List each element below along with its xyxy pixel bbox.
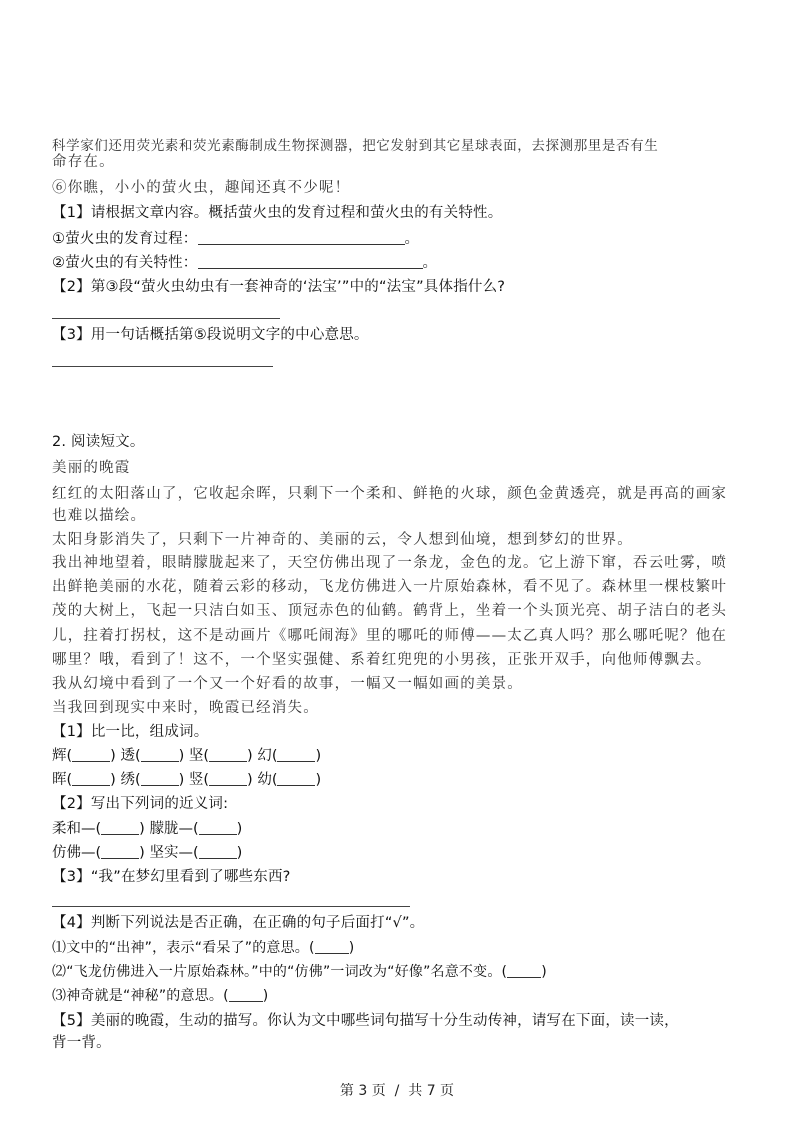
question-1-sub-1: ①萤火虫的发育过程： 。	[52, 231, 420, 247]
section-2-heading: 2. 阅读短文。	[52, 434, 145, 450]
passage-line: 也难以描绘。	[52, 508, 147, 524]
synonym-row: 仿佛—( ) 坚实—( )	[52, 845, 243, 861]
passage-line: 我从幻境中看到了一个又一个好看的故事，一幅又一幅如画的美景。	[52, 676, 523, 692]
answer-blank[interactable]	[101, 844, 139, 859]
synonym-row: 柔和—( ) 朦胧—( )	[52, 821, 243, 837]
answer-blank[interactable]	[199, 844, 237, 859]
section-2-question-5-label: 【5】美丽的晚霞，生动的描写。你认为文中哪些词句描写十分生动传神，请写在下面，读一读，	[52, 1013, 679, 1029]
question-2-label: 【2】第③段“萤火虫幼虫有一套神奇的‘法宝’”中的“法宝”具体指什么?	[52, 279, 506, 295]
passage-line: 出鲜艳美丽的水花，随着云彩的移动，飞龙仿佛进入一片原始森林，看不见了。森林里一棵枝繁叶	[52, 579, 728, 595]
judgement-item: ⑵“飞龙仿佛进入一片原始森林。”中的“仿佛”一词改为“好像”名意不变。( )	[52, 964, 547, 980]
question-3-label: 【3】用一句话概括第⑤段说明文字的中心意思。	[52, 327, 369, 343]
passage-line: 命存在。	[52, 154, 115, 170]
section-2-question-4-label: 【4】判断下列说法是否正确，在正确的句子后面打“√”。	[52, 915, 425, 931]
passage-line: 哪里？哦，看到了！这不，一个坚实强健、系着红兜兜的小男孩，正张开双手，向他师傅飘去。	[52, 652, 712, 668]
passage-line: 茂的大树上，飞起一只洁白如玉、顶冠赤色的仙鹤。鹤背上，坐着一个头顶光亮、胡子洁白的老头	[52, 603, 728, 619]
answer-blank[interactable]	[101, 820, 139, 835]
answer-blank[interactable]	[277, 747, 315, 762]
answer-blank[interactable]	[141, 771, 179, 786]
section-2-question-2-label: 【2】写出下列词的近义词:	[52, 796, 229, 812]
answer-blank[interactable]	[199, 820, 237, 835]
answer-blank[interactable]	[507, 963, 541, 978]
answer-blank[interactable]	[198, 230, 405, 245]
answer-line[interactable]	[52, 318, 280, 319]
passage-line: 太阳身影消失了，只剩下一片神奇的、美丽的云，令人想到仙境，想到梦幻的世界。	[52, 532, 633, 548]
answer-blank[interactable]	[209, 747, 247, 762]
answer-blank[interactable]	[209, 771, 247, 786]
section-2-question-1-label: 【1】比一比，组成词。	[52, 724, 209, 740]
passage-line: 当我回到现实中来时，晚霞已经消失。	[52, 700, 319, 716]
answer-blank[interactable]	[229, 987, 263, 1002]
answer-blank[interactable]	[315, 939, 349, 954]
answer-blank[interactable]	[72, 747, 110, 762]
passage-line: 红红的太阳落山了，它收起余晖，只剩下一个柔和、鲜艳的火球，颜色金黄透亮，就是再高的画家	[52, 486, 728, 502]
passage-title: 美丽的晚霞	[52, 460, 131, 476]
answer-blank[interactable]	[141, 747, 179, 762]
section-2-question-3-label: 【3】“我”在梦幻里看到了哪些东西?	[52, 869, 291, 885]
answer-line[interactable]	[52, 906, 410, 907]
judgement-item: ⑶神奇就是“神秘”的意思。( )	[52, 988, 269, 1004]
passage-line: 我出神地望着，眼睛朦胧起来了，天空仿佛出现了一条龙，金色的龙。它上游下窜，吞云吐雾，喷	[52, 555, 728, 571]
answer-blank[interactable]	[72, 771, 110, 786]
question-1-sub-2: ②萤火虫的有关特性： 。	[52, 255, 438, 271]
judgement-item: ⑴文中的“出神”，表示“看呆了”的意思。( )	[52, 940, 355, 956]
answer-blank[interactable]	[277, 771, 315, 786]
question-1-label: 【1】请根据文章内容。概括萤火虫的发育过程和萤火虫的有关特性。	[52, 205, 503, 221]
cut-off-text-line: 背一背。	[52, 1035, 111, 1051]
word-formation-row: 晖( ) 绣( ) 竖( ) 幼( )	[52, 772, 322, 788]
answer-blank[interactable]	[198, 254, 423, 269]
word-formation-row: 辉( ) 透( ) 坚( ) 幻( )	[52, 748, 322, 764]
page-footer: 第 3 页 / 共 7 页	[339, 1083, 455, 1099]
cut-off-text-line: 科学家们还用荧光素和荧光素酶制成生物探测器，把它发射到其它星球表面，去探测那里是否有生	[52, 138, 659, 154]
passage-line: 儿，拄着打拐杖，这不是动画片《哪吒闹海》里的哪吒的师傅——太乙真人吗？那么哪吒呢？他在	[52, 628, 728, 644]
passage-line: ⑥你瞧，小小的萤火虫，趣闻还真不少呢！	[52, 180, 351, 196]
answer-line[interactable]	[52, 366, 273, 367]
